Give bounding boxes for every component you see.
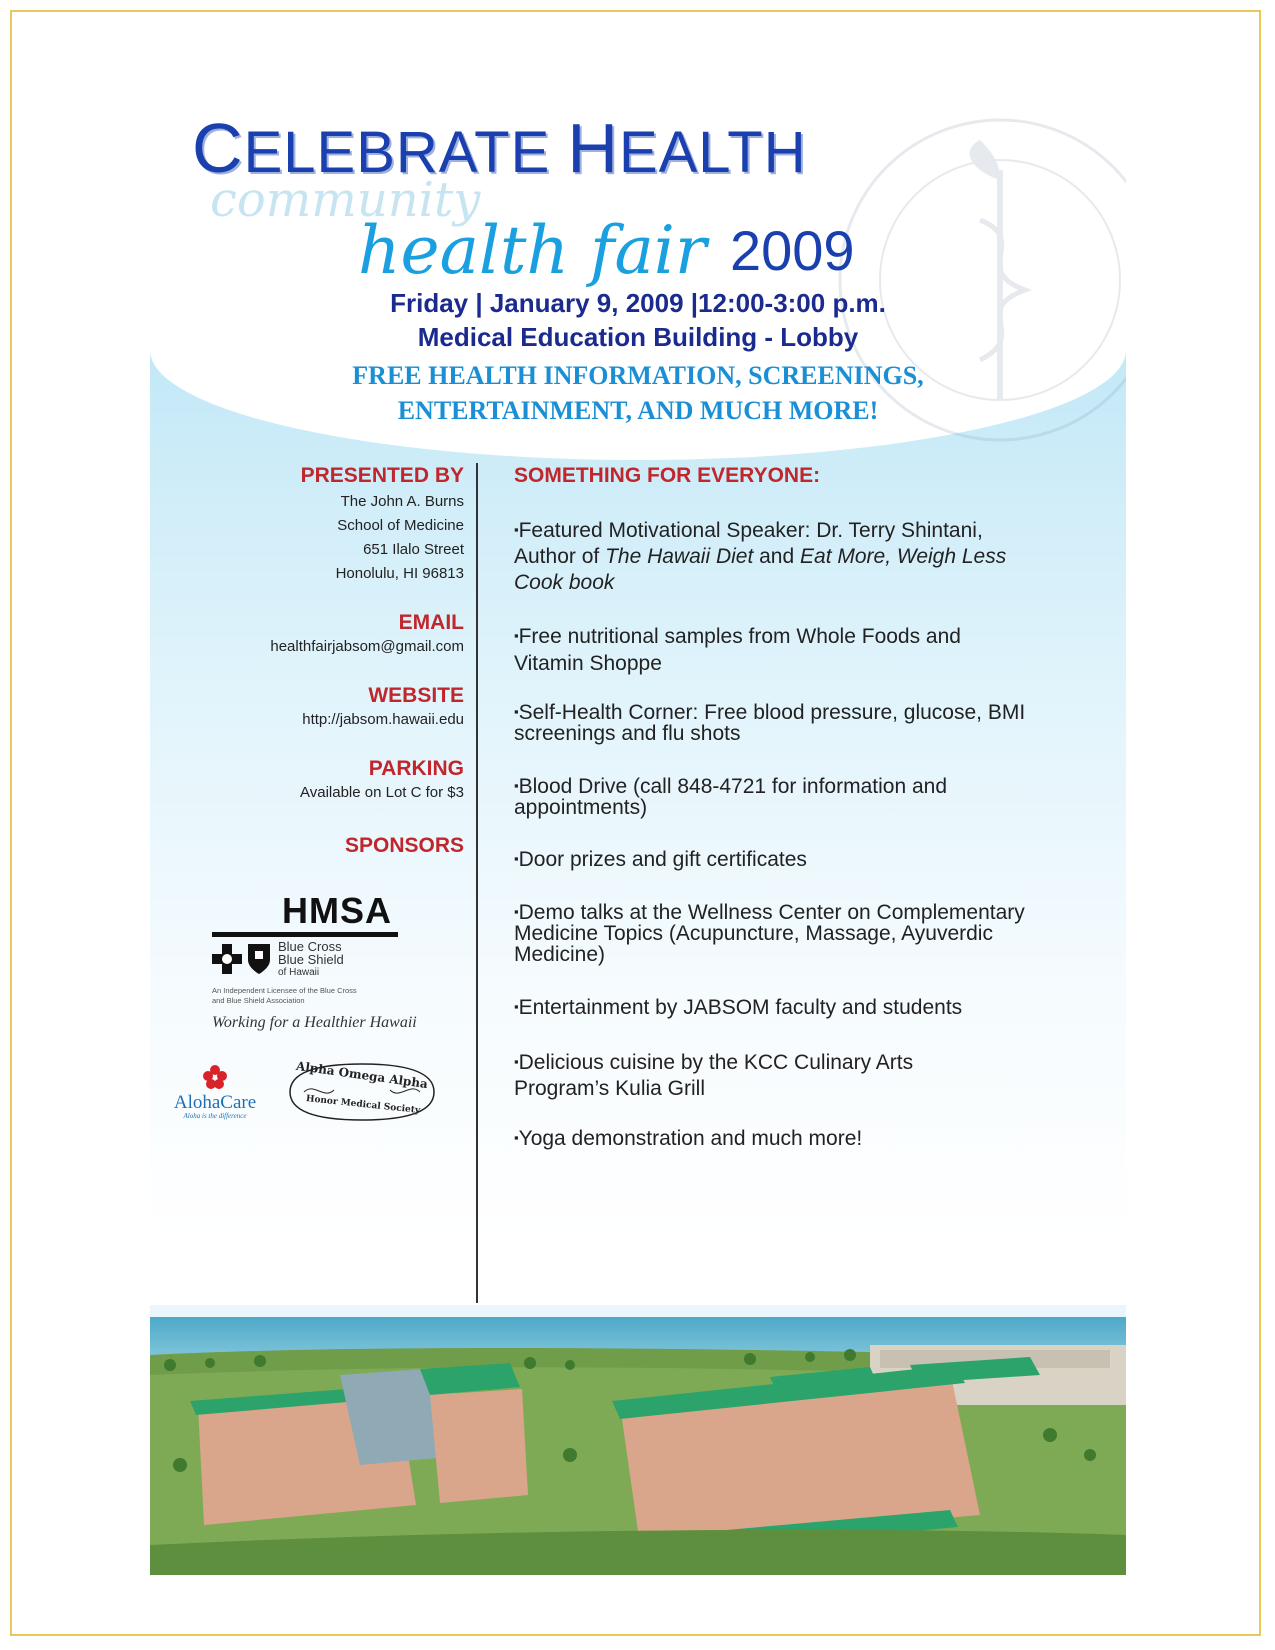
- sponsors-heading: SPONSORS: [344, 834, 464, 857]
- hmsa-fine-line: An Independent Licensee of the Blue Cross: [212, 986, 357, 995]
- hmsa-fine-line: and Blue Shield Association: [212, 996, 305, 1005]
- parking-heading: PARKING: [368, 757, 464, 780]
- address-line: School of Medicine: [337, 517, 464, 534]
- activity-text: Door prizes and gift certificates: [518, 848, 807, 871]
- title-word-celebrate: ELEBRATE: [243, 120, 568, 185]
- alohacare-logo: [170, 1064, 260, 1124]
- activity-text: and: [753, 545, 801, 568]
- aoa-subtitle: Honor Medical Society: [305, 1094, 421, 1116]
- activity-text: Author of: [514, 545, 606, 568]
- activity-text: Vitamin Shoppe: [514, 652, 662, 675]
- book-title: The Hawaii Diet: [605, 545, 754, 568]
- flyer: [150, 100, 1126, 1575]
- bullet-icon: ▪: [514, 778, 519, 793]
- hmsa-license-text: [212, 986, 412, 1006]
- tagline-line-1: FREE HEALTH INFORMATION, SCREENINGS,: [352, 361, 924, 390]
- activity-text: Program’s Kulia Grill: [514, 1077, 705, 1100]
- activity-text: Self-Health Corner: Free blood pressure, glucose, BMI: [518, 701, 1026, 724]
- alohacare-tagline: Aloha is the difference: [183, 1112, 247, 1120]
- blue-cross-blue-shield-icon: [212, 942, 272, 976]
- hmsa-bc-line: Blue Shield: [278, 952, 344, 967]
- flower-icon: [200, 1064, 230, 1090]
- activity-item: [514, 848, 1094, 870]
- event-date-time: Friday | January 9, 2009 |12:00-3:00 p.m.: [390, 288, 886, 318]
- bullet-icon: ▪: [514, 522, 519, 537]
- event-tagline: [150, 358, 1126, 428]
- address-line: 651 Ilalo Street: [363, 541, 464, 558]
- book-title: Cook book: [514, 571, 615, 594]
- activity-text: Medicine Topics (Acupuncture, Massage, Ayuverdic: [514, 922, 993, 945]
- bullet-icon: ▪: [514, 628, 519, 643]
- bullet-icon: ▪: [514, 1054, 519, 1069]
- hmsa-tagline: Working for a Healthier Hawaii: [212, 1014, 417, 1031]
- bullet-icon: ▪: [514, 1130, 519, 1145]
- bullet-icon: ▪: [514, 999, 519, 1014]
- title-initial-c: C: [192, 109, 244, 187]
- activity-text: Yoga demonstration and much more!: [518, 1127, 863, 1150]
- activity-item: [514, 996, 1094, 1018]
- activity-text: Featured Motivational Speaker: Dr. Terry Shintani,: [518, 519, 983, 542]
- email-heading: EMAIL: [398, 611, 464, 634]
- hmsa-bc-line: of Hawaii: [278, 967, 320, 978]
- activity-item: [514, 901, 1094, 965]
- address-line: Honolulu, HI 96813: [335, 565, 464, 582]
- tagline-line-2: ENTERTAINMENT, AND MUCH MORE!: [397, 396, 879, 425]
- hmsa-rule: [212, 932, 398, 937]
- activity-item: [514, 517, 1094, 596]
- hmsa-blue-cross-text: [278, 940, 344, 979]
- activity-text: Free nutritional samples from Whole Foods and: [518, 625, 961, 648]
- event-location: Medical Education Building - Lobby: [417, 322, 859, 352]
- aoa-name: Alpha Omega Alpha: [295, 1058, 429, 1092]
- title-initial-h: H: [567, 109, 619, 187]
- campus-aerial-photo: [150, 1305, 1126, 1575]
- activity-item: [514, 1127, 1094, 1149]
- book-title: Eat More, Weigh Less: [800, 545, 1007, 568]
- activity-text: Entertainment by JABSOM faculty and students: [518, 996, 963, 1019]
- activities-heading: SOMETHING FOR EVERYONE:: [514, 464, 821, 487]
- activity-item: [514, 1049, 1094, 1102]
- activity-text: appointments): [514, 796, 648, 819]
- activity-item: [514, 622, 1094, 677]
- event-year: 2009: [730, 219, 855, 282]
- bullet-icon: ▪: [514, 851, 519, 866]
- hmsa-wordmark: HMSA: [282, 890, 392, 931]
- activity-text: Blood Drive (call 848-4721 for information and: [518, 775, 948, 798]
- info-column: [210, 464, 464, 858]
- activity-text: Delicious cuisine by the KCC Culinary Arts: [518, 1051, 914, 1074]
- bullet-icon: ▪: [514, 904, 519, 919]
- bullet-icon: ▪: [514, 704, 519, 719]
- activities-column: [514, 464, 1094, 1150]
- title-word-health: EALTH: [618, 120, 807, 185]
- hmsa-bc-line: Blue Cross: [278, 939, 342, 954]
- health-fair-script: health fair: [358, 212, 707, 289]
- activity-text: Medicine): [514, 943, 606, 966]
- activity-text: screenings and flu shots: [514, 722, 741, 745]
- hmsa-logo: [212, 890, 417, 1040]
- activity-text: Demo talks at the Wellness Center on Complementary: [518, 901, 1025, 924]
- email-link[interactable]: healthfairjabsom@gmail.com: [270, 638, 464, 655]
- activity-item: [514, 775, 1094, 818]
- community-script: community: [210, 172, 481, 228]
- column-divider: [476, 463, 478, 1303]
- website-heading: WEBSITE: [368, 684, 464, 707]
- parking-info: Available on Lot C for $3: [300, 784, 464, 801]
- website-link[interactable]: http://jabsom.hawaii.edu: [302, 711, 464, 728]
- activity-item: [514, 701, 1094, 744]
- address-line: The John A. Burns: [340, 493, 464, 510]
- presenter-address: [210, 490, 464, 586]
- alohacare-wordmark: AlohaCare: [173, 1092, 257, 1113]
- presented-by-heading: PRESENTED BY: [300, 464, 464, 487]
